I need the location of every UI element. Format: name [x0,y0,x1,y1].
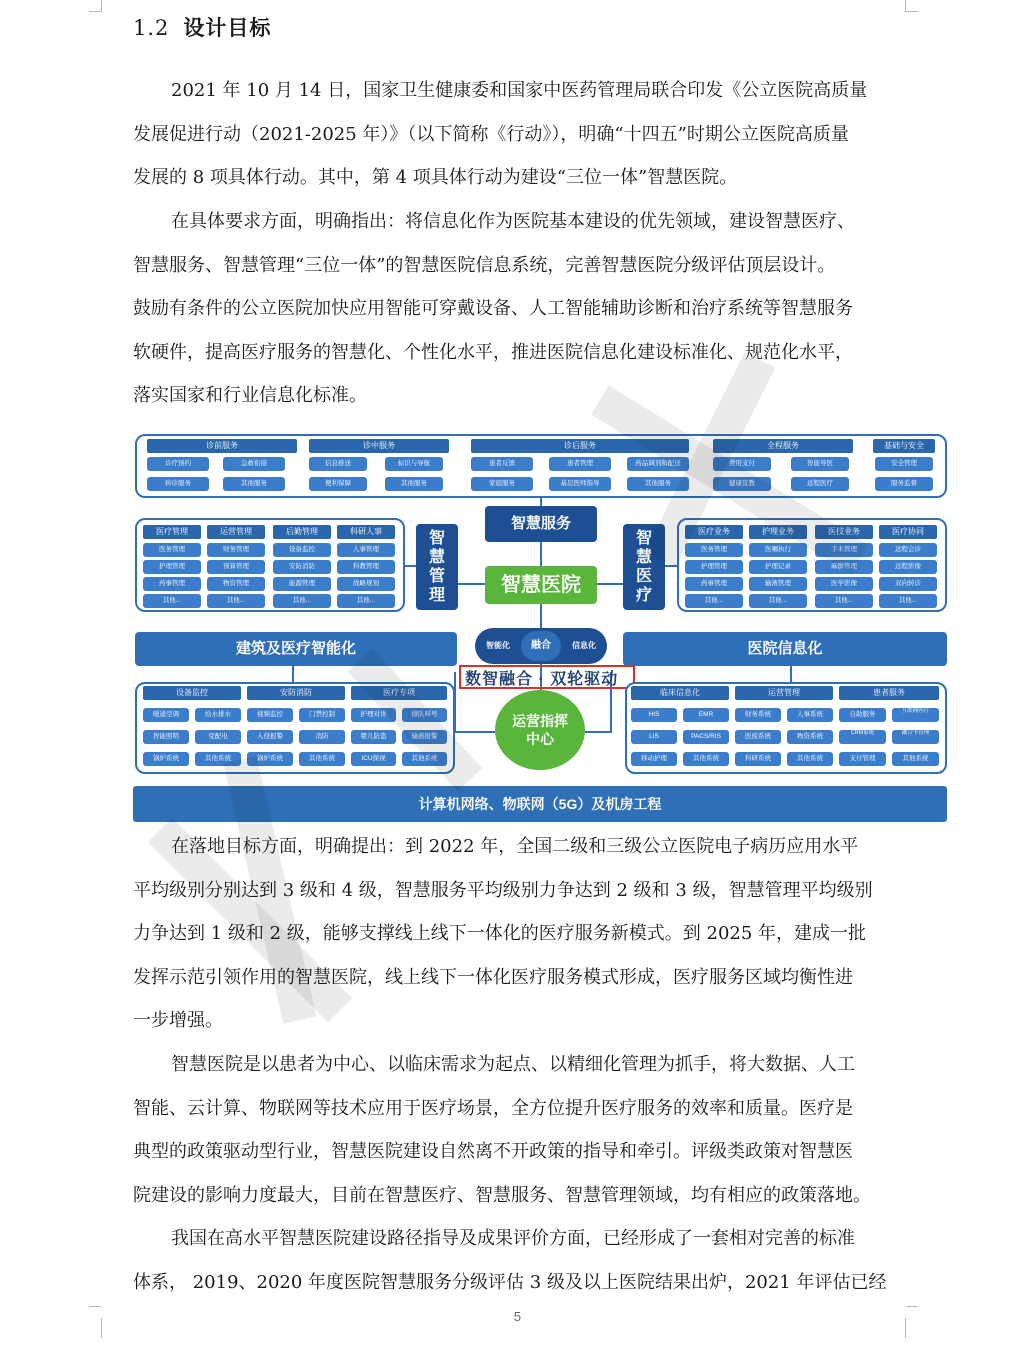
info-chip: 融合卡管理 [892,730,939,744]
text-line: 在具体要求方面，明确指出：将信息化作为医院基本建设的优先领域，建设智慧医疗、 [171,211,855,232]
crop-mark [89,1306,101,1307]
info-chip: 医废系统 [735,730,781,744]
informatization-pill: 信息化 [572,641,596,650]
group-title: 全程服务 [713,439,853,453]
group-title: 诊中服务 [309,439,449,453]
info-chip: PACS/RIS [683,730,729,744]
crop-mark [101,0,102,12]
smart-management-text: 智慧管理 [428,530,445,604]
medical-chip: 双向转诊 [879,577,937,591]
fusion-pill: 融合 [521,631,561,661]
mgmt-chip: 其他... [207,594,265,608]
smart-medical-text: 智慧医疗 [635,530,652,604]
info-chip: 财务系统 [735,708,781,722]
info-chip: CRM系统 [839,730,886,744]
info-chip: 人事系统 [787,708,833,722]
mgmt-chip: 安防消防 [273,560,331,574]
crop-mark [89,11,101,12]
info-chip: 自助服务 [839,708,886,722]
building-chip: 暖通空调 [143,708,189,722]
mgmt-chip: 护理管理 [143,560,201,574]
group-title: 护理业务 [749,525,807,539]
text-line: 发展的 8 项具体行动。其中，第 4 项具体行动为建设“三位一体”智慧医院。 [133,167,738,188]
paragraph-1 [133,69,905,200]
info-chip: 科研系统 [735,752,781,766]
mgmt-chip: 其他... [143,594,201,608]
medical-chip: 其他... [749,594,807,608]
smart-hospital-label: 智慧医院 [485,566,597,604]
group-title: 医技业务 [815,525,873,539]
text-line: 平均级别分别达到 3 级和 4 级，智慧服务平均级别力争达到 2 级和 3 级，智慧管理平均级别 [133,879,873,901]
paragraph-2 [133,200,905,418]
service-chip: 服务监督 [875,477,933,491]
medical-chip: 其他... [685,594,743,608]
paragraph-4 [133,1043,905,1217]
group-title: 运营管理 [735,686,833,700]
info-chip: 其他系统 [683,752,729,766]
group-title: 诊前服务 [147,439,297,453]
text-line: 智慧服务、智慧管理“三位一体”的智慧医院信息系统，完善智慧医院分级评估顶层设计。 [133,254,836,276]
group-title: 基础与安全 [873,439,935,453]
text-line: 发挥示范引领作用的智慧医院，线上线下一体化医疗服务模式形成，医疗服务区域均衡性进 [133,966,853,988]
group-title: 诊后服务 [471,439,689,453]
medical-chip: 护理记录 [749,560,807,574]
service-chip: 其他服务 [385,477,443,491]
building-chip: 其他系统 [299,752,345,766]
service-chip: 费用支付 [713,457,771,471]
text-line: 典型的政策驱动型行业，智慧医院建设自然离不开政策的指导和牵引。评级类政策对智慧医 [133,1141,853,1162]
group-title: 医疗管理 [143,525,201,539]
text-line: 落实国家和行业信息化标准。 [133,385,367,406]
info-chip: EMR [683,708,729,722]
service-chip: 家庭服务 [471,477,533,491]
group-title: 医疗协同 [879,525,937,539]
info-chip: 互联网医疗 [892,708,939,722]
building-chip: 其他系统 [402,752,447,766]
text-line: 力争达到 1 级和 2 级，能够支撑线上线下一体化的医疗服务新模式。到 2025 年，建成一批 [133,923,867,944]
building-chip: 锅炉系统 [247,752,293,766]
medical-chip: 药事管理 [685,577,743,591]
text-line: 智能、云计算、物联网等技术应用于医疗场景，全方位提升医疗服务的效率和质量。医疗是 [133,1097,853,1119]
service-chip: 健康宣教 [713,477,771,491]
info-chip: 支付管理 [839,752,886,766]
building-chip: 锅炉系统 [143,752,189,766]
section-number: 1.2 [133,16,170,40]
crop-mark [906,1306,918,1307]
building-chip: 入侵报警 [247,730,293,744]
building-chip: 变配电 [195,730,241,744]
service-chip: 信息推送 [309,457,367,471]
building-chip: 其他系统 [195,752,241,766]
building-chip: 输液报警 [402,730,447,744]
medical-chip: 医嘱执行 [749,543,807,557]
info-chip: 物资系统 [787,730,833,744]
building-chip: 视频监控 [247,708,293,722]
service-chip: 远程医疗 [791,477,849,491]
paragraph-5 [133,1217,905,1304]
text-line: 2021 年 10 月 14 日，国家卫生健康委和国家中医药管理局联合印发《公立医院高质量 [171,80,868,101]
slogan-text: 数智融合 · 双轮驱动 [465,671,619,688]
mgmt-chip: 能源管理 [273,577,331,591]
medical-chip: 麻醉管理 [815,560,873,574]
service-chip: 患者反馈 [471,457,533,471]
building-chip: ICU探视 [351,752,396,766]
building-chip: 消防 [299,730,345,744]
group-title: 患者服务 [839,686,939,700]
text-line: 智慧医院是以患者为中心、以临床需求为起点、以精细化管理为抓手，将大数据、人工 [171,1054,855,1075]
mgmt-chip: 人事管理 [337,543,395,557]
building-chip: 排队叫号 [402,708,447,722]
building-banner: 建筑及医疗智能化 [135,632,457,666]
group-title: 后勤管理 [273,525,331,539]
intelligent-pill: 智能化 [486,641,510,650]
group-title: 临床信息化 [631,686,729,700]
building-chip: 护理对讲 [351,708,396,722]
mgmt-chip: 科教管理 [337,560,395,574]
building-chip: 智能照明 [143,730,189,744]
building-chip: 给水排水 [195,708,241,722]
mgmt-chip: 医务管理 [143,543,201,557]
service-chip: 诊疗预约 [147,457,209,471]
mgmt-chip: 其他... [273,594,331,608]
service-chip: 标识与导航 [385,457,443,471]
building-chip: 门禁控制 [299,708,345,722]
info-banner: 医院信息化 [623,632,947,666]
service-chip: 基层医师指导 [549,477,611,491]
info-chip: LIS [631,730,677,744]
service-chip: 便利保障 [309,477,367,491]
page-number: 5 [513,1309,522,1324]
text-line: 体系， 2019、2020 年度医院智慧服务分级评估 3 级及以上医院结果出炉，2021 年评估已经 [133,1271,887,1293]
medical-chip: 医学影像 [815,577,873,591]
smart-service-label: 智慧服务 [485,506,597,542]
group-title: 安防消防 [247,686,345,700]
info-chip: 其他系统 [892,752,939,766]
mgmt-chip: 财务管理 [207,543,265,557]
crop-mark [906,11,918,12]
group-title: 设备监控 [143,686,241,700]
mgmt-chip: 战略规划 [337,577,395,591]
mgmt-chip: 其他... [337,594,395,608]
text-line: 在落地目标方面，明确提出：到 2022 年，全国二级和三级公立医院电子病历应用水平 [171,836,859,857]
service-chip: 智能导医 [791,457,849,471]
service-chip: 药品调剂和配送 [627,457,689,471]
mgmt-chip: 预算管理 [207,560,265,574]
medical-chip: 输液管理 [749,577,807,591]
section-heading [133,12,271,42]
service-chip: 转诊服务 [147,477,209,491]
building-chip: 婴儿防盗 [351,730,396,744]
text-line: 发展促进行动（2021-2025 年）》（以下简称《行动》），明确“十四五”时期公立医院高质量 [133,123,849,145]
operations-center-text: 运营指挥中心 [512,713,568,747]
medical-chip: 远程影像 [879,560,937,574]
info-chip: 其他系统 [787,752,833,766]
service-chip: 安全管理 [875,457,933,471]
mgmt-chip: 设备监控 [273,543,331,557]
group-title: 医疗专项 [351,686,447,700]
info-chip: 移动护理 [631,752,677,766]
text-line: 软硬件，提高医疗服务的智慧化、个性化水平，推进医院信息化建设标准化、规范化水平， [133,341,853,363]
text-line: 一步增强。 [133,1010,223,1031]
group-title: 运营管理 [207,525,265,539]
medical-chip: 其他... [879,594,937,608]
operations-center [495,690,585,770]
group-title: 科研人事 [337,525,395,539]
medical-chip: 护理管理 [685,560,743,574]
mgmt-chip: 物资管理 [207,577,265,591]
mgmt-chip: 药事管理 [143,577,201,591]
service-chip: 患者管理 [549,457,611,471]
infrastructure-bar: 计算机网络、物联网（5G）及机房工程 [133,786,947,822]
medical-chip: 手术管理 [815,543,873,557]
service-chip: 其他服务 [627,477,689,491]
medical-chip: 医务管理 [685,543,743,557]
section-title: 设计目标 [183,15,272,40]
service-chip: 其他服务 [223,477,285,491]
service-chip: 急救衔接 [223,457,285,471]
text-line: 我国在高水平智慧医院建设路径指导及成果评价方面，已经形成了一套相对完善的标准 [171,1228,855,1249]
smart-hospital-diagram [133,432,947,824]
group-title: 医疗业务 [685,525,743,539]
text-line: 院建设的影响力度最大，目前在智慧医疗、智慧服务、智慧管理领域，均有相应的政策落地。 [133,1184,871,1206]
medical-chip: 远程会诊 [879,543,937,557]
info-chip: HIS [631,708,677,722]
paragraph-3 [133,825,905,1043]
medical-chip: 其他... [815,594,873,608]
text-line: 鼓励有条件的公立医院加快应用智能可穿戴设备、人工智能辅助诊断和治疗系统等智慧服务 [133,298,853,319]
